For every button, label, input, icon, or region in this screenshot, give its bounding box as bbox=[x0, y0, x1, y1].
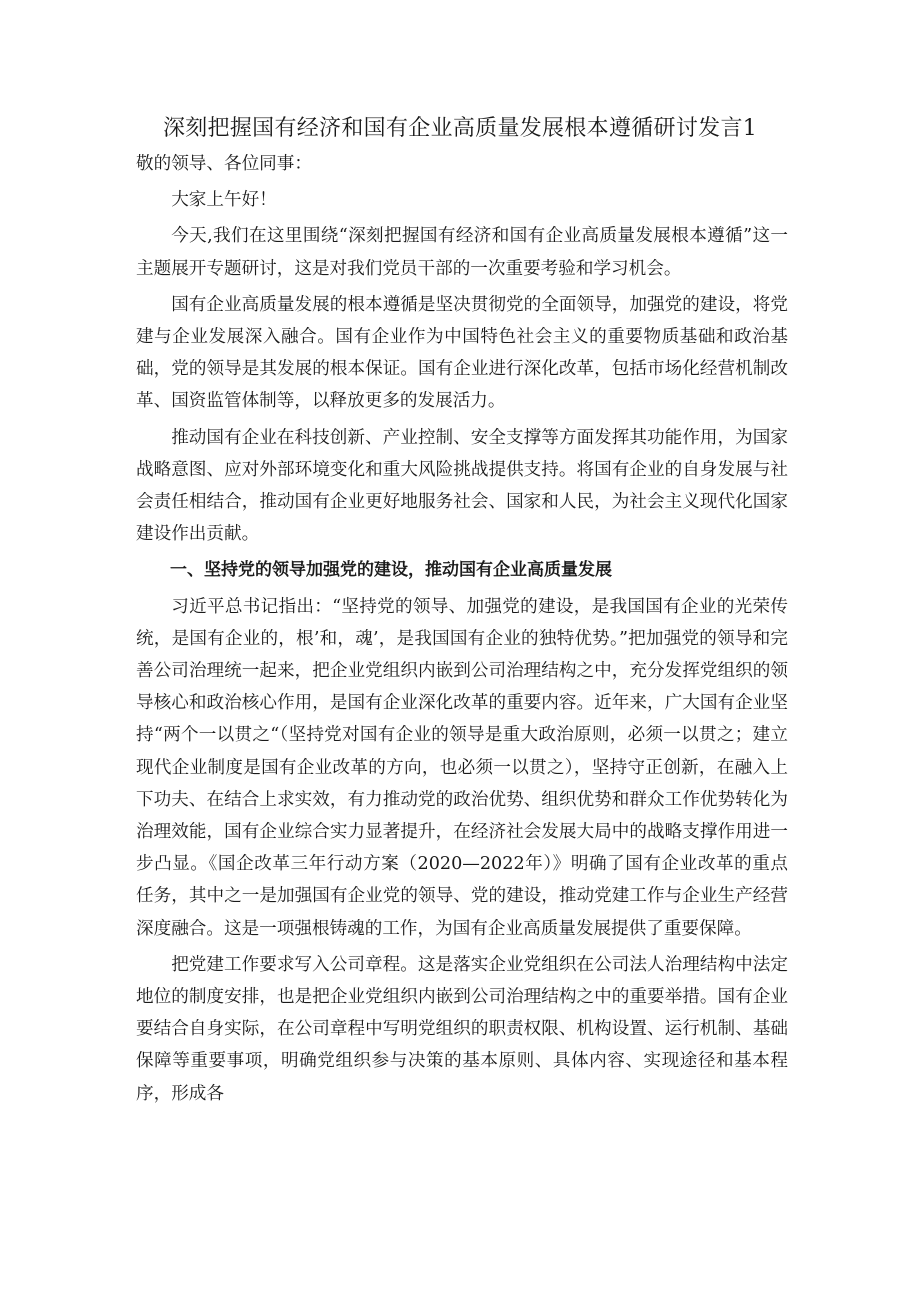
section-heading: 一、坚持党的领导加强党的建设，推动国有企业高质量发展 bbox=[170, 560, 612, 581]
document-body bbox=[136, 148, 788, 1110]
greeting: 大家上午好！ bbox=[171, 190, 277, 211]
paragraph: 习近平总书记指出：“坚持党的领导、加强党的建设，是我国国有企业的光荣传统，是国有企业的，根’和，魂’，是我国国有企业的独特优势。”把加强党的领导和完善公司治理统一起来，把企业党组织内嵌到公司治理结构之中，充分发挥党组织的领导核心和政治核心作用，是国有企业深化改革的重要内容。近年来，广大国有企业坚持“两个一以贯之“（坚持党对国有企业的领导是重大政治原则，必须一以贯之；建立现代企业制度是国有企业改革的方向，也必须一以贯之），坚持守正创新，在融入上下功夫、在结合上求实效，有力推动党的政治优势、组织优势和群众工作优势转化为治理效能，国有企业综合实力显著提升，在经济社会发展大局中的战略支撑作用进一步凸显。《国企改革三年行动方案（2020—2022年）》明确了国有企业改革的重点任务，其中之一是加强国有企业党的领导、党的建设，推动党建工作与企业生产经营深度融合。这是一项强根铸魂的工作，为国有企业高质量发展提供了重要保障。 bbox=[136, 596, 788, 939]
paragraph: 把党建工作要求写入公司章程。这是落实企业党组织在公司法人治理结构中法定地位的制度安排，也是把企业党组织内嵌到公司治理结构之中的重要举措。国有企业要结合自身实际，在公司章程中写明党组织的职责权限、机构设置、运行机制、基础保障等重要事项，明确党组织参与决策的基本原则、具体内容、实现途径和基本程序，形成各 bbox=[136, 954, 788, 1104]
salutation: 敬的领导、各位同事： bbox=[136, 154, 312, 174]
document-title: 深刻把握国有经济和国有企业高质量发展根本遵循研讨发言1 bbox=[162, 116, 758, 141]
paragraph: 今天,我们在这里围绕“深刻把握国有经济和国有企业高质量发展根本遵循”这一主题展开专题研讨，这是对我们党员干部的一次重要考验和学习机会。 bbox=[136, 226, 788, 279]
paragraph: 国有企业高质量发展的根本遵循是坚决贯彻党的全面领导，加强党的建设，将党建与企业发展深入融合。国有企业作为中国特色社会主义的重要物质基础和政治基础，党的领导是其发展的根本保证。国有企业进行深化改革，包括市场化经营机制改革、国资监管体制等，以释放更多的发展活力。 bbox=[136, 294, 788, 412]
paragraph: 推动国有企业在科技创新、产业控制、安全支撑等方面发挥其功能作用，为国家战略意图、应对外部环境变化和重大风险挑战提供支持。将国有企业的自身发展与社会责任相结合，推动国有企业更好地服务社会、国家和人民，为社会主义现代化国家建设作出贡献。 bbox=[136, 427, 788, 545]
